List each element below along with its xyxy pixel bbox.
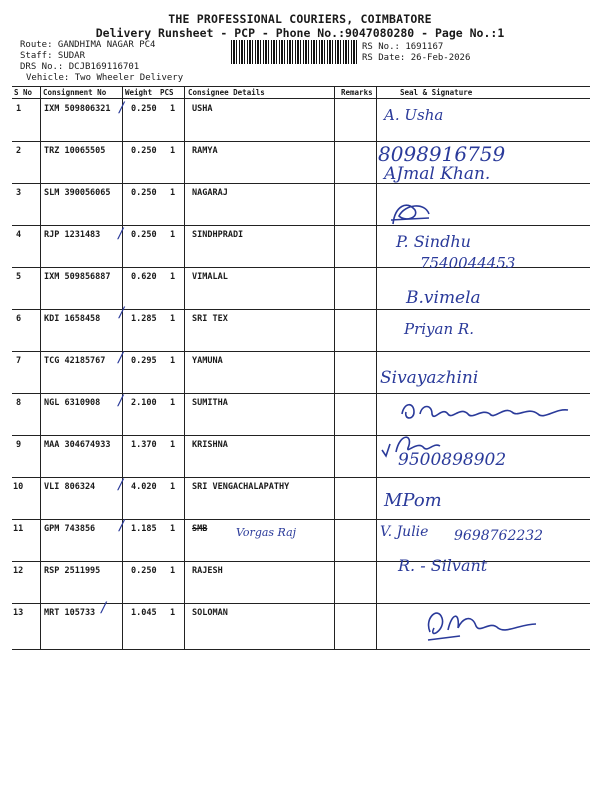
consignment-cell: IXM 509856887 <box>44 272 111 282</box>
drs-label: DRS No.: DCJB169116701 <box>20 62 140 72</box>
sno-cell: 2 <box>16 146 22 156</box>
consignment-cell: RJP 1231483 <box>44 230 101 240</box>
consignment-cell: IXM 509806321 <box>44 104 111 114</box>
handwritten-signature-scribble <box>420 600 560 650</box>
rs-date-label: RS Date: 26-Feb-2026 <box>362 53 471 63</box>
consignee-cell: VIMALAL <box>192 272 228 282</box>
consignee-cell: SRI VENGACHALAPATHY <box>192 482 290 492</box>
tick-mark: / <box>117 350 126 366</box>
consignment-cell: NGL 6310908 <box>44 398 101 408</box>
sno-cell: 9 <box>16 440 22 450</box>
row-rule <box>12 225 590 226</box>
col-header-pcs: PCS <box>160 88 174 97</box>
weight-cell: 4.020 <box>131 482 157 492</box>
pcs-cell: 1 <box>170 356 176 366</box>
weight-cell: 1.370 <box>131 440 157 450</box>
consignee-cell: SINDHPRADI <box>192 230 244 240</box>
consignment-cell: MRT 105733 <box>44 608 96 618</box>
row-rule <box>12 561 590 562</box>
consignee-cell: KRISHNA <box>192 440 228 450</box>
tick-mark: / <box>117 477 126 493</box>
col-header-consignee: Consignee Details <box>188 88 265 97</box>
tick-mark: / <box>117 226 126 242</box>
table-header-rule <box>12 98 590 99</box>
col-divider <box>184 86 185 650</box>
sno-cell: 3 <box>16 188 22 198</box>
col-divider <box>334 86 335 650</box>
pcs-cell: 1 <box>170 272 176 282</box>
vehicle-label: Vehicle: Two Wheeler Delivery <box>26 73 184 83</box>
handwritten-phone: 9698762232 <box>454 528 544 544</box>
handwritten-signature: R. - Silvant <box>398 556 488 575</box>
weight-cell: 0.250 <box>131 146 157 156</box>
sno-cell: 13 <box>13 608 24 618</box>
row-rule <box>12 309 590 310</box>
consignment-cell: VLI 806324 <box>44 482 96 492</box>
row-rule <box>12 351 590 352</box>
col-header-consignment: Consignment No <box>43 88 107 97</box>
handwritten-signature: MPom <box>384 490 442 511</box>
handwritten-signature-tamil <box>398 396 578 426</box>
consignee-cell: RAJESH <box>192 566 223 576</box>
row-rule <box>12 435 590 436</box>
handwritten-signature: A. Usha <box>384 106 444 124</box>
consignment-cell: KDI 1658458 <box>44 314 101 324</box>
pcs-cell: 1 <box>170 524 176 534</box>
consignment-cell: GPM 743856 <box>44 524 96 534</box>
sno-cell: 1 <box>16 104 22 114</box>
consignee-cell: RAMYA <box>192 146 218 156</box>
route-label: Route: GANDHIMA NAGAR PC4 <box>20 40 156 50</box>
handwritten-signature: B.vimela <box>406 288 481 308</box>
weight-cell: 2.100 <box>131 398 157 408</box>
handwritten-signature: P. Sindhu <box>396 232 471 251</box>
tick-mark: / <box>118 518 127 534</box>
table-top-rule <box>12 86 590 87</box>
consignment-cell: MAA 304674933 <box>44 440 111 450</box>
sno-cell: 8 <box>16 398 22 408</box>
tick-mark: / <box>118 100 127 116</box>
handwritten-phone: 9500898902 <box>398 450 507 470</box>
staff-label: Staff: SUDAR <box>20 51 86 61</box>
consignee-cell: USHA <box>192 104 213 114</box>
consignee-cell: SOLOMAN <box>192 608 228 618</box>
weight-cell: 1.285 <box>131 314 157 324</box>
col-header-weight: Weight <box>125 88 153 97</box>
weight-cell: 0.250 <box>131 188 157 198</box>
pcs-cell: 1 <box>170 314 176 324</box>
sno-cell: 7 <box>16 356 22 366</box>
consignment-cell: RSP 2511995 <box>44 566 101 576</box>
handwritten-signature: V. Julie <box>380 524 429 540</box>
consignee-cell: NAGARAJ <box>192 188 228 198</box>
row-rule <box>12 519 590 520</box>
consignee-cell: SRI TEX <box>192 314 228 324</box>
row-rule <box>12 477 590 478</box>
weight-cell: 1.045 <box>131 608 157 618</box>
consignment-cell: SLM 390056065 <box>44 188 111 198</box>
handwritten-phone: 8098916759 <box>378 142 506 166</box>
col-divider <box>376 86 377 650</box>
sno-cell: 5 <box>16 272 22 282</box>
col-divider <box>122 86 123 650</box>
pcs-cell: 1 <box>170 230 176 240</box>
barcode <box>231 40 357 64</box>
pcs-cell: 1 <box>170 188 176 198</box>
consignee-cell: SUMITHA <box>192 398 228 408</box>
handwritten-name: AJmal Khan. <box>384 164 491 184</box>
col-header-signature: Seal & Signature <box>400 88 473 97</box>
pcs-cell: 1 <box>170 608 176 618</box>
weight-cell: 0.295 <box>131 356 157 366</box>
pcs-cell: 1 <box>170 440 176 450</box>
consignment-cell: TRZ 10065505 <box>44 146 106 156</box>
handwritten-signature: Sivayazhini <box>380 368 479 388</box>
company-title: THE PROFESSIONAL COURIERS, COIMBATORE <box>168 12 432 26</box>
row-rule <box>12 183 590 184</box>
weight-cell: 0.620 <box>131 272 157 282</box>
pcs-cell: 1 <box>170 566 176 576</box>
sno-cell: 4 <box>16 230 22 240</box>
col-header-remarks: Remarks <box>341 88 373 97</box>
sno-cell: 11 <box>13 524 24 534</box>
weight-cell: 0.250 <box>131 104 157 114</box>
tick-mark: / <box>100 600 109 616</box>
consignee-cell: SMB <box>192 524 208 534</box>
sno-cell: 12 <box>13 566 24 576</box>
weight-cell: 0.250 <box>131 566 157 576</box>
tick-mark: / <box>117 393 126 409</box>
pcs-cell: 1 <box>170 146 176 156</box>
consignment-cell: TCG 42185767 <box>44 356 106 366</box>
tick-mark: / <box>118 305 127 321</box>
col-header-sno: S No <box>14 88 33 97</box>
sno-cell: 6 <box>16 314 22 324</box>
weight-cell: 1.185 <box>131 524 157 534</box>
row-rule <box>12 393 590 394</box>
sno-cell: 10 <box>13 482 24 492</box>
pcs-cell: 1 <box>170 482 176 492</box>
rs-no-label: RS No.: 1691167 <box>362 42 444 52</box>
handwritten-consignee-correction: Vorgas Raj <box>236 526 297 539</box>
consignee-cell: YAMUNA <box>192 356 223 366</box>
handwritten-phone: 7540044453 <box>420 254 516 272</box>
runsheet-subtitle: Delivery Runsheet - PCP - Phone No.:9047080280 - Page No.:1 <box>95 26 505 40</box>
handwritten-signature: Priyan R. <box>404 320 474 338</box>
pcs-cell: 1 <box>170 104 176 114</box>
weight-cell: 0.250 <box>131 230 157 240</box>
handwritten-signature-scribble <box>385 196 435 231</box>
col-divider <box>40 86 41 650</box>
pcs-cell: 1 <box>170 398 176 408</box>
